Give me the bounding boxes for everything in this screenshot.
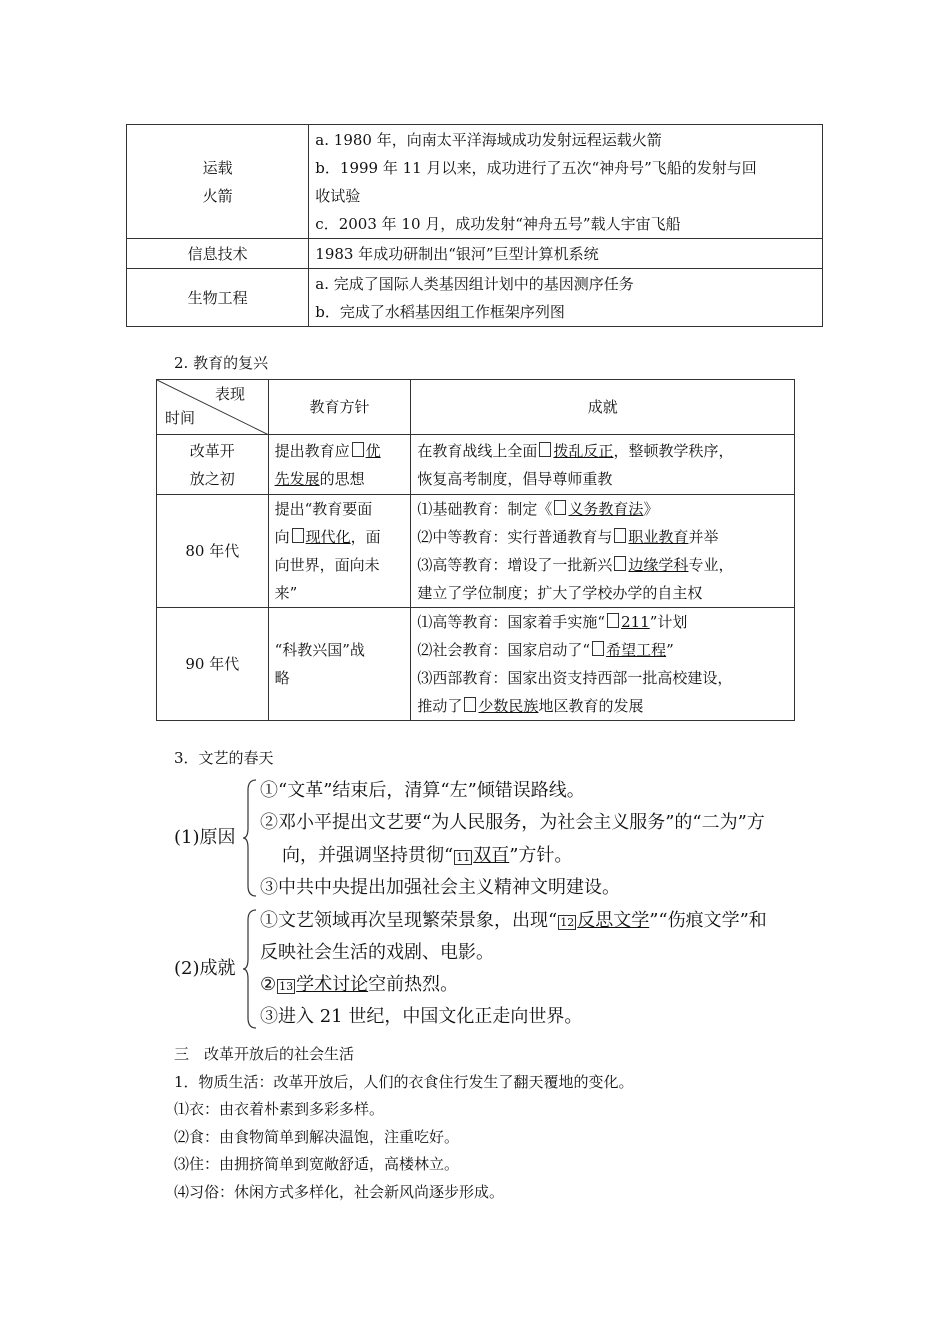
- r1-policy-answer-1: 优: [365, 441, 381, 460]
- cause-answer: 双百: [473, 845, 510, 866]
- r1-policy-text: 提出教育应: [274, 441, 350, 460]
- r1-result-line-2: 恢复高考制度，倡导尊师重教: [417, 469, 613, 488]
- cause-brace: [242, 778, 258, 898]
- r3-res-4b: 地区教育的发展: [538, 697, 644, 715]
- r2-res-answer-2: 职业教育: [628, 528, 689, 546]
- r2-res-answer-1: 义务教育法: [568, 500, 644, 518]
- r3-res-2a: ⑵社会教育：国家启动了“: [417, 641, 591, 659]
- s4-line-3: ⑵食：由食物简单到解决温饱，注重吃好。: [174, 1128, 460, 1146]
- r2-res-3b: 专业，: [688, 556, 734, 574]
- r3-res-1b: ”计划: [649, 613, 688, 631]
- head-policy: 教育方针: [268, 380, 411, 435]
- achievement-brace: [242, 908, 258, 1030]
- r3-policy-cell: [268, 608, 411, 721]
- blank-box: [607, 613, 619, 628]
- r3-res-2b: ”: [666, 641, 674, 659]
- r1-result-cell: [411, 435, 795, 495]
- r3-res-answer-2: 希望工程: [606, 641, 667, 659]
- bio-items-cell: [309, 269, 823, 327]
- section-3-title: 3．文艺的春天: [174, 749, 274, 767]
- answer-number-12: 12: [560, 916, 575, 929]
- r3-policy-1: “科教兴国”战: [274, 641, 365, 659]
- answer-number-11: 11: [456, 851, 471, 864]
- r2-policy-4: 来”: [274, 584, 298, 602]
- rocket-item-c: c．2003 年 10 月，成功发射“神舟五号”载人宇宙飞船: [315, 214, 681, 233]
- r2-policy-1: 提出“教育要面: [274, 500, 373, 518]
- ach-3a: ②: [260, 974, 277, 995]
- corner-cell: [157, 380, 269, 435]
- rocket-item-b-cont: 收试验: [315, 186, 361, 205]
- rocket-label-2: 火箭: [202, 186, 233, 205]
- blank-box: [554, 500, 566, 515]
- head-result: 成就: [411, 380, 795, 435]
- education-table: [156, 379, 795, 721]
- s4-line-2: ⑴衣：由衣着朴素到多彩多样。: [174, 1100, 385, 1118]
- ach-1a: ①文艺领域再次呈现繁荣景象，出现“: [260, 910, 558, 931]
- cause-line-1: ①“文革”结束后，清算“左”倾错误路线。: [260, 780, 585, 801]
- r1-policy-answer-2: 先发展: [274, 469, 320, 488]
- r2-res-1b: 》: [643, 500, 659, 518]
- rocket-item-a: a. 1980 年，向南太平洋海域成功发射远程运载火箭: [315, 130, 662, 149]
- blank-box: [539, 442, 551, 457]
- r2-res-answer-3: 边缘学科: [628, 556, 689, 574]
- r3-time: 90 年代: [157, 608, 269, 721]
- r1-time-2: 放之初: [189, 469, 235, 488]
- cause-3b: ”方针。: [509, 845, 573, 866]
- ach-1b: ”“伤痕文学”和: [649, 910, 767, 931]
- r1-time-1: 改革开: [189, 441, 235, 460]
- r3-policy-2: 略: [274, 669, 290, 687]
- r1-result-text: 在教育战线上全面: [417, 441, 538, 460]
- bio-item-a: a. 完成了国际人类基因组计划中的基因测序任务: [315, 274, 634, 293]
- achievement-line-3: [260, 970, 458, 1000]
- r1-policy-text-2: 的思想: [319, 469, 365, 488]
- r2-res-2a: ⑵中等教育：实行普通教育与: [417, 528, 613, 546]
- cause-label: (1)原因: [174, 827, 236, 848]
- achievement-line-2: 反映社会生活的戏剧、电影。: [260, 942, 494, 963]
- info-label: 信息技术: [127, 239, 309, 269]
- ach-3b: 空前热烈。: [368, 974, 459, 995]
- r2-policy-2b: ，面: [350, 528, 381, 546]
- r2-policy-answer: 现代化: [305, 528, 351, 546]
- corner-bottom: 时间: [165, 409, 196, 427]
- cause-3a: 向，并强调坚持贯彻“: [282, 845, 454, 866]
- rocket-label-cell: [127, 125, 309, 239]
- bio-label: 生物工程: [127, 269, 309, 327]
- s4-line-1: 1．物质生活：改革开放后，人们的衣食住行发生了翻天覆地的变化。: [174, 1073, 634, 1091]
- r2-result-cell: [411, 495, 795, 608]
- r3-res-answer-4: 少数民族: [478, 697, 539, 715]
- blank-box: [292, 528, 304, 543]
- r3-res-answer-1: 211: [621, 613, 650, 631]
- ach-answer-3: 学术讨论: [296, 974, 369, 995]
- rocket-item-b: b．1999 年 11 月以来，成功进行了五次“神舟号”飞船的发射与回: [315, 158, 757, 177]
- r3-res-1a: ⑴高等教育：国家着手实施“: [417, 613, 606, 631]
- r2-res-1a: ⑴基础教育：制定《: [417, 500, 553, 518]
- blank-box: [352, 442, 364, 457]
- cause-line-3: [282, 841, 572, 871]
- cause-line-4: ③中共中央提出加强社会主义精神文明建设。: [260, 877, 620, 898]
- info-item: 1983 年成功研制出“银河”巨型计算机系统: [309, 239, 823, 269]
- r1-result-answer: 拨乱反正: [553, 441, 614, 460]
- r3-res-4a: 推动了: [417, 697, 463, 715]
- r1-policy-cell: [268, 435, 411, 495]
- rocket-items-cell: [309, 125, 823, 239]
- r2-res-3a: ⑶高等教育：增设了一批新兴: [417, 556, 613, 574]
- section-4-title: 三 改革开放后的社会生活: [174, 1045, 355, 1063]
- r2-policy-3: 向世界，面向未: [274, 556, 380, 574]
- rocket-label-1: 运载: [202, 158, 233, 177]
- answer-number-13: 13: [279, 980, 294, 993]
- section-2-title: 2. 教育的复兴: [174, 354, 269, 372]
- r3-res-3: ⑶西部教育：国家出资支持西部一批高校建设，: [417, 669, 733, 687]
- achievement-label: (2)成就: [174, 958, 236, 979]
- s4-line-5: ⑷习俗：休闲方式多样化，社会新风尚逐步形成。: [174, 1183, 505, 1201]
- blank-box: [614, 556, 626, 571]
- s4-line-4: ⑶住：由拥挤简单到宽敞舒适，高楼林立。: [174, 1155, 460, 1173]
- corner-top: 表现: [215, 385, 246, 403]
- cause-line-2: ②邓小平提出文艺要“为人民服务，为社会主义服务”的“二为”方: [260, 812, 765, 833]
- r3-result-cell: [411, 608, 795, 721]
- r1-time-cell: [157, 435, 269, 495]
- r2-policy-2a: 向: [274, 528, 290, 546]
- blank-box: [592, 641, 604, 656]
- achievement-line-1: [260, 906, 767, 936]
- achievement-line-4: ③进入 21 世纪，中国文化正走向世界。: [260, 1006, 583, 1027]
- r2-time: 80 年代: [157, 495, 269, 608]
- r2-policy-cell: [268, 495, 411, 608]
- tech-table: [126, 124, 823, 327]
- r2-res-2b: 并举: [688, 528, 719, 546]
- blank-box: [614, 528, 626, 543]
- ach-answer-1: 反思文学: [577, 910, 650, 931]
- r1-result-text-2: ，整顿教学秩序，: [613, 441, 734, 460]
- blank-box: [464, 697, 476, 712]
- r2-res-4: 建立了学位制度；扩大了学校办学的自主权: [417, 584, 703, 602]
- bio-item-b: b．完成了水稻基因组工作框架序列图: [315, 302, 565, 321]
